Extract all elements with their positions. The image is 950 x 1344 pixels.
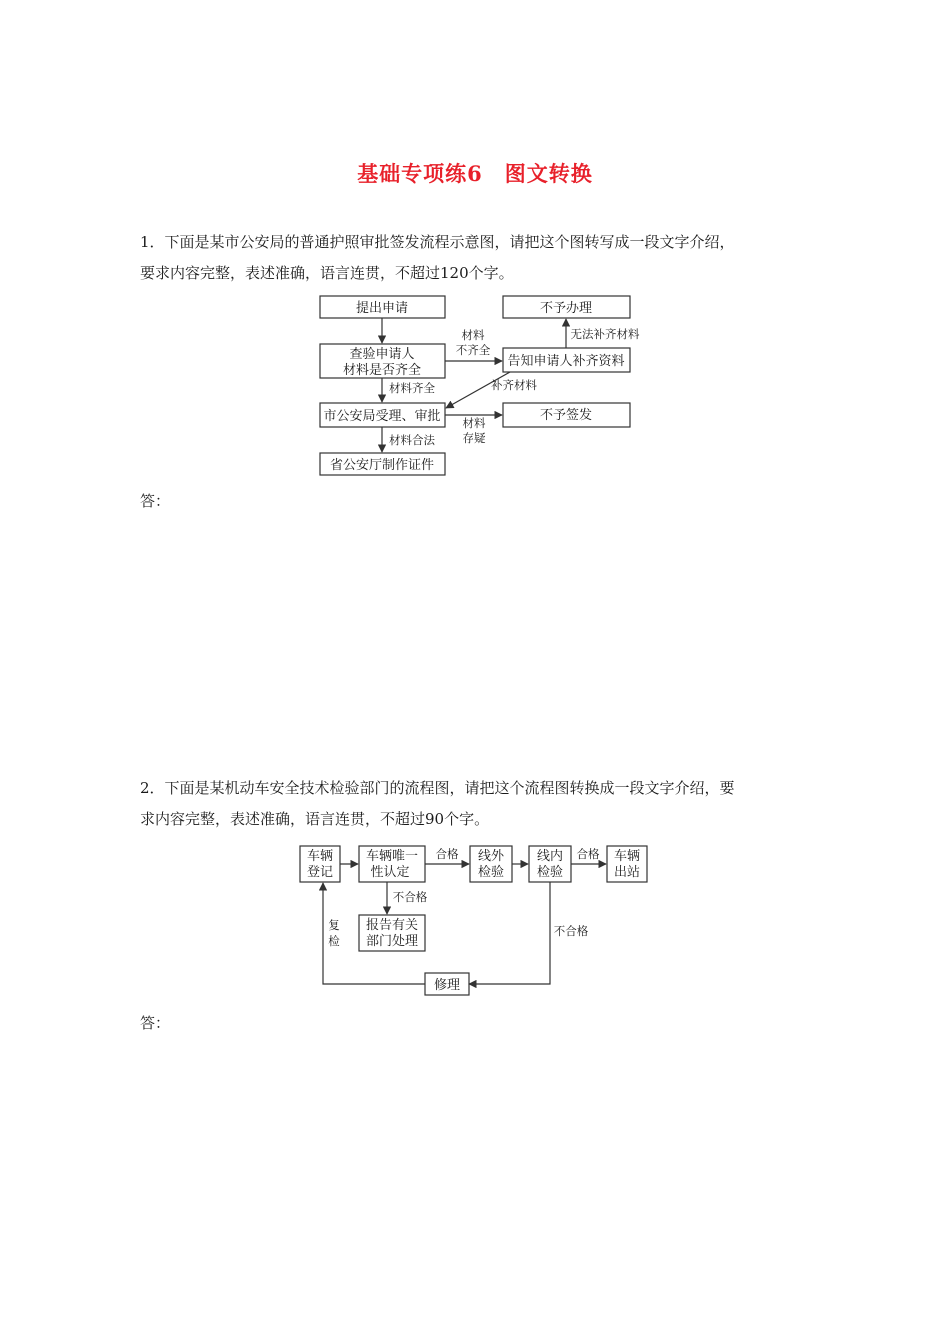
edge-incomplete-label-1: 材料 [461, 328, 485, 342]
edge-pass-2-label: 合格 [576, 847, 600, 861]
page-title: 基础专项练6 图文转换 [357, 161, 593, 186]
box-make-label: 省公安厅制作证件 [329, 458, 435, 473]
question-2-line-2: 求内容完整，表述准确，语言连贯，不超过90个字。 [140, 810, 490, 828]
question-1-line-1: 1．下面是某市公安局的普通护照审批签发流程示意图，请把这个图转写成一段文字介绍， [140, 233, 735, 251]
question-2 [140, 773, 820, 835]
box-register-label-2: 登记 [306, 865, 334, 880]
box-report-label-1: 报告有关 [365, 918, 419, 933]
box-exit-label-1: 车辆 [613, 849, 641, 864]
edge-incomplete-label-2: 不齐全 [455, 343, 491, 357]
edge-complete-label: 材料齐全 [389, 381, 435, 395]
edge-fail-2-label: 不合格 [553, 924, 589, 938]
box-report-label-2: 部门处理 [365, 934, 419, 949]
box-inner-label-2: 检验 [536, 865, 564, 880]
box-repair-label: 修理 [433, 978, 461, 993]
flowchart-vehicle-inspection [290, 838, 660, 998]
question-2-line-1: 2．下面是某机动车安全技术检验部门的流程图，请把这个流程图转换成一段文字介绍，要 [140, 779, 735, 797]
edge-legal-label: 材料合法 [389, 433, 435, 447]
box-check-label-2: 材料是否齐全 [342, 363, 422, 378]
edge-recheck-label-1: 复 [328, 918, 340, 932]
answer-1-label: 答： [140, 492, 171, 510]
edge-supply-label: 补齐材料 [491, 378, 537, 392]
box-outer-label-1: 线外 [477, 849, 505, 864]
edge-pass-1-label: 合格 [435, 847, 459, 861]
box-check-label-1: 查验申请人 [349, 347, 415, 362]
box-register-label-1: 车辆 [306, 849, 334, 864]
edge-doubt-label-2: 存疑 [462, 431, 486, 445]
flowchart-passport [300, 288, 650, 488]
box-unique-label-1: 车辆唯一 [365, 849, 419, 864]
box-unique-label-2: 性认定 [370, 865, 410, 880]
box-exit-label-2: 出站 [613, 865, 641, 880]
question-1-line-2: 要求内容完整，表述准确，语言连贯，不超过120个字。 [140, 264, 514, 282]
box-accept-label: 市公安局受理、审批 [323, 409, 441, 424]
edge-recheck-label-2: 检 [328, 934, 340, 948]
box-inner-label-1: 线内 [536, 849, 564, 864]
box-submit-label: 提出申请 [355, 301, 409, 316]
box-outer-label-2: 检验 [477, 865, 505, 880]
box-nosign-label: 不予签发 [539, 408, 593, 423]
box-notify-label: 告知申请人补齐资料 [507, 354, 625, 369]
edge-cannot-label: 无法补齐材料 [570, 327, 640, 341]
arrow-inner-repair [469, 882, 550, 984]
edge-fail-1-label: 不合格 [392, 890, 428, 904]
question-1 [140, 227, 820, 289]
box-refuse-label: 不予办理 [539, 301, 593, 316]
answer-2-label: 答： [140, 1014, 171, 1032]
edge-doubt-label-1: 材料 [462, 416, 486, 430]
